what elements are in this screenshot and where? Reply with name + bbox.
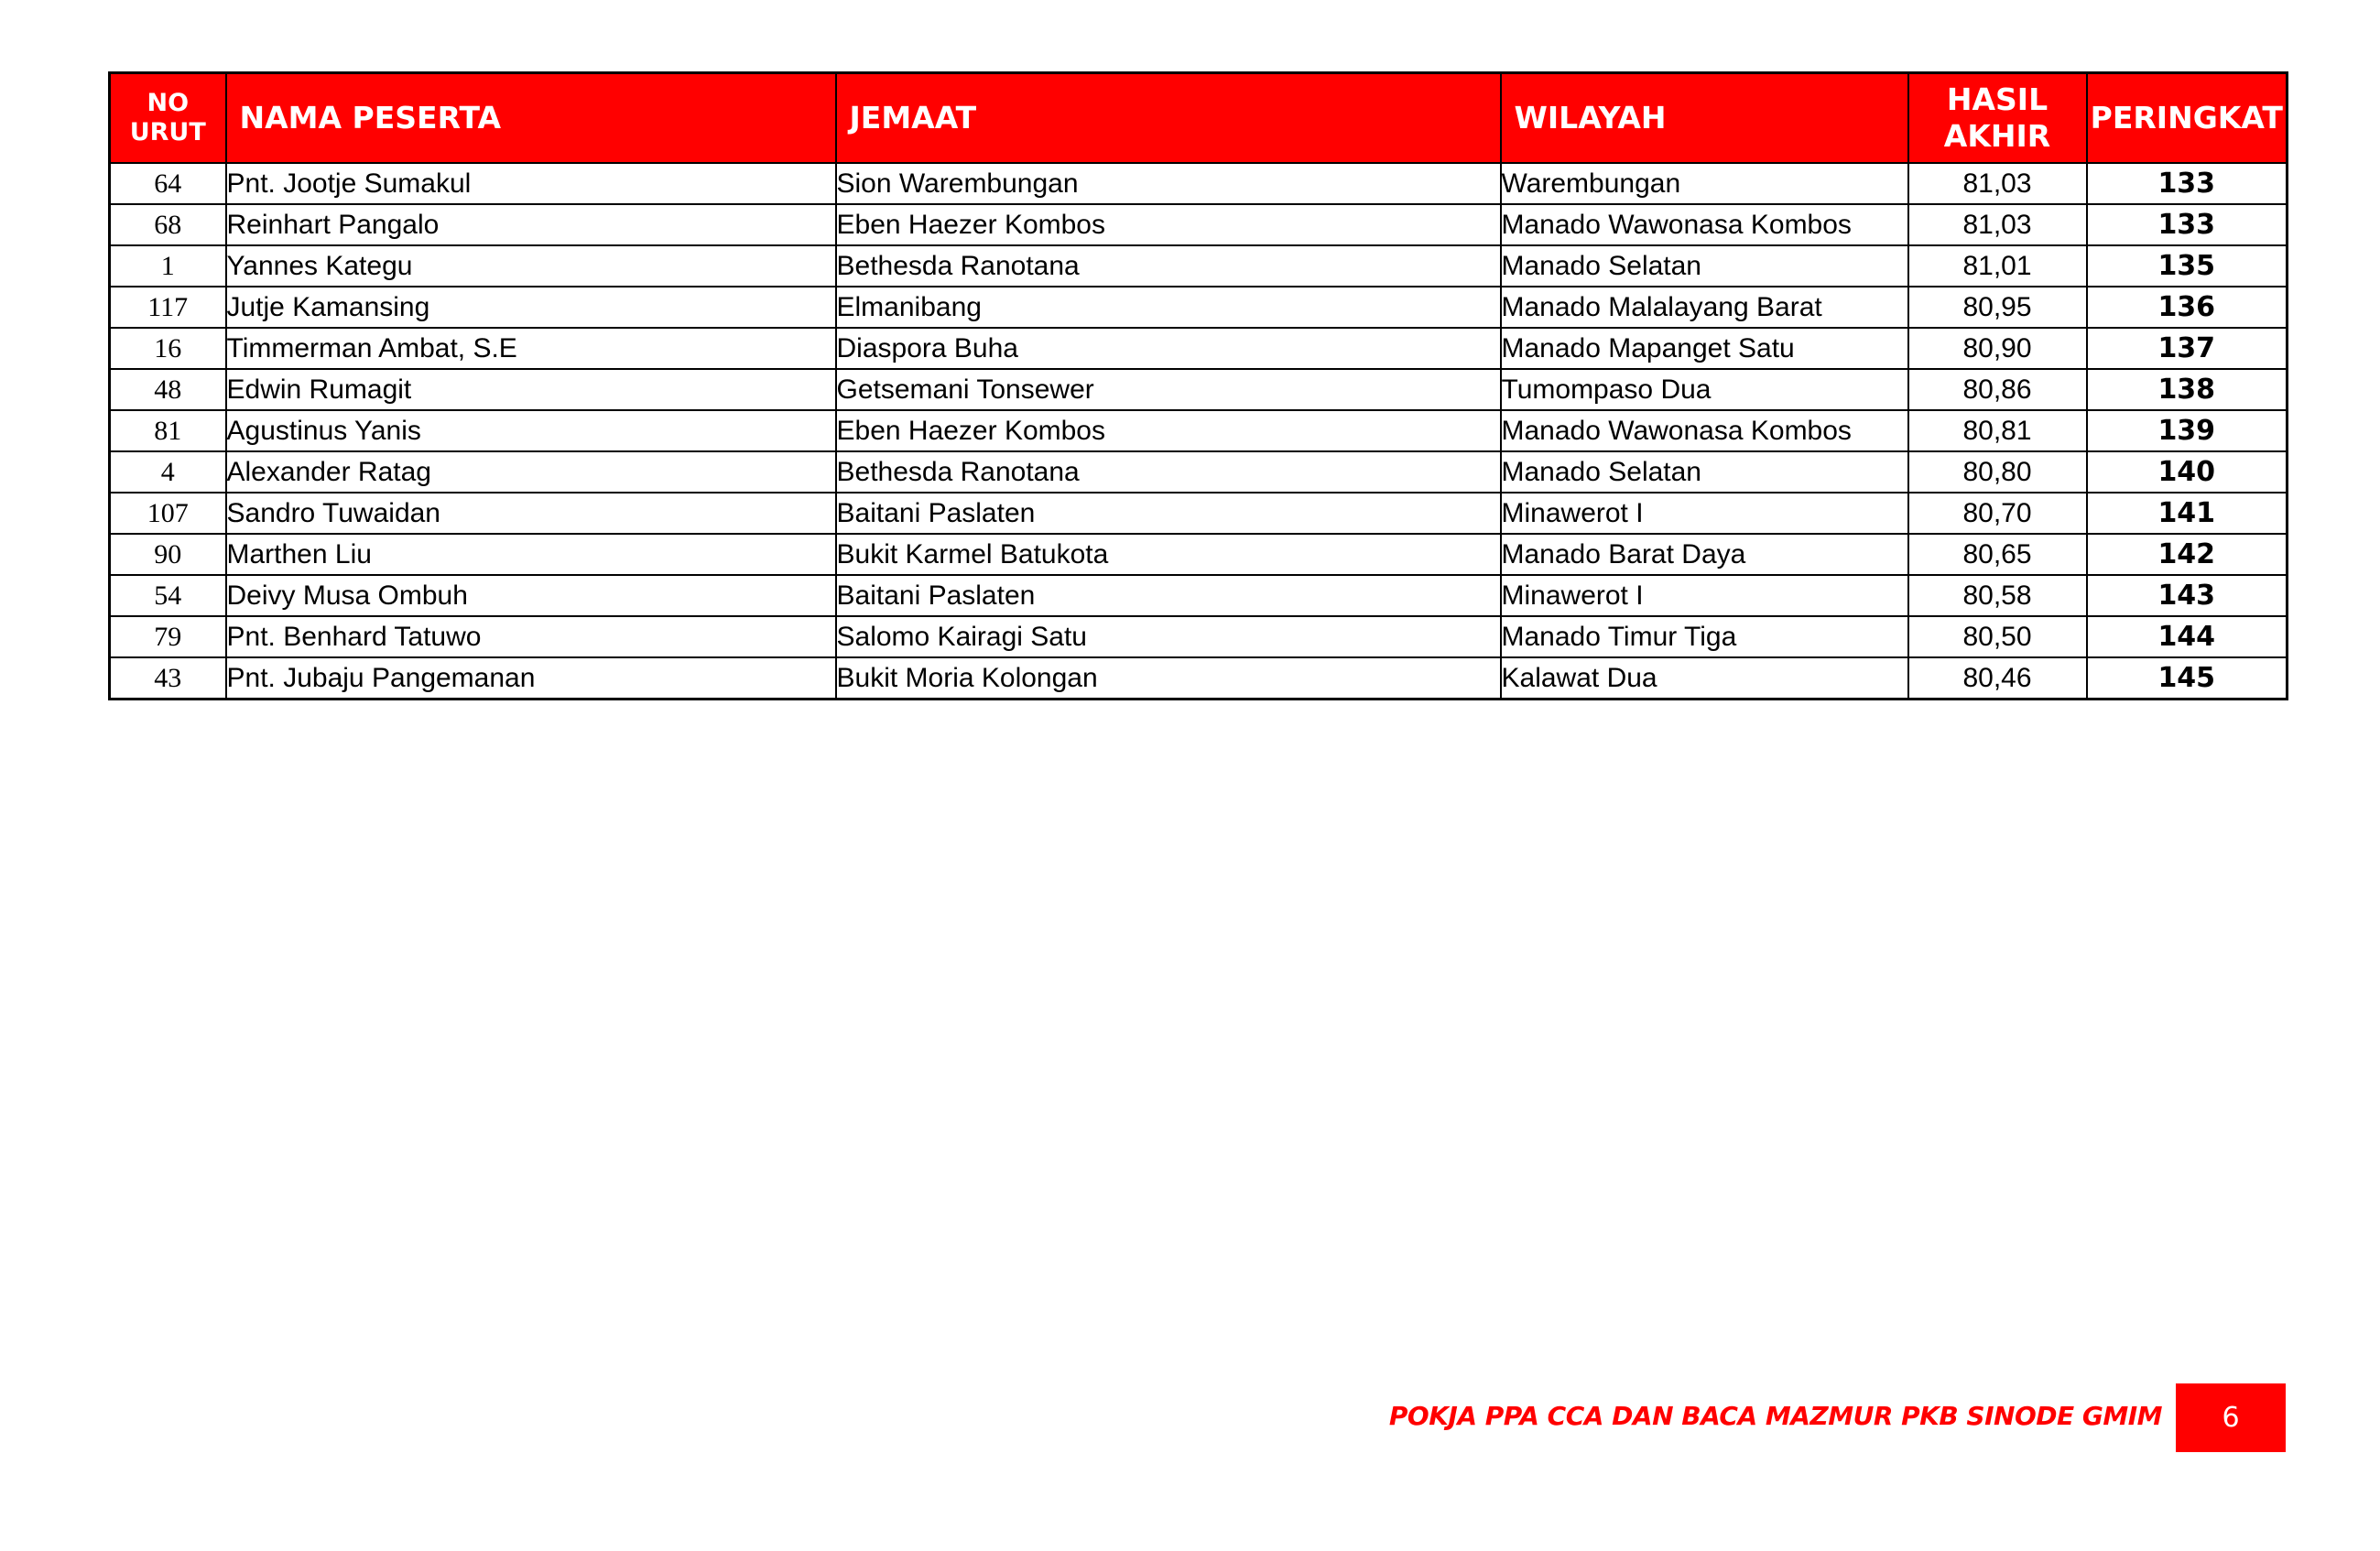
table-row (110, 287, 2288, 328)
cell-hasil-akhir: 80,46 (1908, 657, 2087, 700)
cell-nama-peserta: Pnt. Jubaju Pangemanan (226, 657, 836, 700)
cell-peringkat: 139 (2087, 410, 2288, 451)
cell-peringkat: 137 (2087, 328, 2288, 369)
cell-wilayah: Manado Malalayang Barat (1501, 287, 1908, 328)
cell-hasil-akhir: 80,70 (1908, 493, 2087, 534)
results-table (108, 71, 2288, 700)
cell-wilayah: Kalawat Dua (1501, 657, 1908, 700)
cell-peringkat: 141 (2087, 493, 2288, 534)
cell-hasil-akhir: 80,80 (1908, 451, 2087, 493)
cell-hasil-akhir: 80,95 (1908, 287, 2087, 328)
page-number: 6 (2222, 1402, 2240, 1434)
cell-nama-peserta: Reinhart Pangalo (226, 204, 836, 245)
table-row (110, 575, 2288, 616)
table-row (110, 451, 2288, 493)
cell-wilayah: Manado Wawonasa Kombos (1501, 410, 1908, 451)
cell-wilayah: Tumompaso Dua (1501, 369, 1908, 410)
cell-wilayah: Manado Selatan (1501, 245, 1908, 287)
cell-hasil-akhir: 80,86 (1908, 369, 2087, 410)
page-number-box (2176, 1383, 2286, 1452)
cell-hasil-akhir: 81,01 (1908, 245, 2087, 287)
header-hasil-akhir: HASIL AKHIR (1908, 73, 2087, 164)
cell-jemaat: Baitani Paslaten (836, 575, 1501, 616)
cell-nama-peserta: Alexander Ratag (226, 451, 836, 493)
cell-wilayah: Manado Mapanget Satu (1501, 328, 1908, 369)
cell-jemaat: Eben Haezer Kombos (836, 410, 1501, 451)
header-jemaat: JEMAAT (836, 73, 1501, 164)
cell-wilayah: Manado Barat Daya (1501, 534, 1908, 575)
results-table-container (108, 71, 2286, 700)
header-wilayah: WILAYAH (1501, 73, 1908, 164)
cell-hasil-akhir: 80,65 (1908, 534, 2087, 575)
cell-nama-peserta: Sandro Tuwaidan (226, 493, 836, 534)
cell-no-urut: 64 (110, 163, 226, 204)
cell-jemaat: Sion Warembungan (836, 163, 1501, 204)
cell-no-urut: 4 (110, 451, 226, 493)
header-nama-peserta: NAMA PESERTA (226, 73, 836, 164)
cell-peringkat: 133 (2087, 204, 2288, 245)
cell-peringkat: 135 (2087, 245, 2288, 287)
cell-peringkat: 140 (2087, 451, 2288, 493)
table-header-row (110, 73, 2288, 164)
cell-wilayah: Minawerot I (1501, 493, 1908, 534)
cell-wilayah: Minawerot I (1501, 575, 1908, 616)
cell-peringkat: 138 (2087, 369, 2288, 410)
table-row (110, 534, 2288, 575)
cell-jemaat: Bethesda Ranotana (836, 451, 1501, 493)
cell-nama-peserta: Agustinus Yanis (226, 410, 836, 451)
cell-nama-peserta: Deivy Musa Ombuh (226, 575, 836, 616)
cell-no-urut: 54 (110, 575, 226, 616)
cell-jemaat: Diaspora Buha (836, 328, 1501, 369)
table-row (110, 369, 2288, 410)
cell-no-urut: 81 (110, 410, 226, 451)
cell-no-urut: 1 (110, 245, 226, 287)
cell-hasil-akhir: 80,58 (1908, 575, 2087, 616)
cell-jemaat: Eben Haezer Kombos (836, 204, 1501, 245)
cell-jemaat: Getsemani Tonsewer (836, 369, 1501, 410)
cell-hasil-akhir: 80,81 (1908, 410, 2087, 451)
cell-wilayah: Manado Wawonasa Kombos (1501, 204, 1908, 245)
cell-no-urut: 90 (110, 534, 226, 575)
cell-wilayah: Warembungan (1501, 163, 1908, 204)
table-row (110, 163, 2288, 204)
cell-nama-peserta: Timmerman Ambat, S.E (226, 328, 836, 369)
cell-nama-peserta: Marthen Liu (226, 534, 836, 575)
cell-no-urut: 43 (110, 657, 226, 700)
table-row (110, 245, 2288, 287)
cell-peringkat: 145 (2087, 657, 2288, 700)
cell-no-urut: 48 (110, 369, 226, 410)
cell-jemaat: Bukit Karmel Batukota (836, 534, 1501, 575)
cell-nama-peserta: Pnt. Benhard Tatuwo (226, 616, 836, 657)
cell-peringkat: 143 (2087, 575, 2288, 616)
cell-hasil-akhir: 80,50 (1908, 616, 2087, 657)
cell-nama-peserta: Yannes Kategu (226, 245, 836, 287)
cell-jemaat: Baitani Paslaten (836, 493, 1501, 534)
cell-wilayah: Manado Timur Tiga (1501, 616, 1908, 657)
table-row (110, 493, 2288, 534)
table-row (110, 657, 2288, 700)
cell-peringkat: 142 (2087, 534, 2288, 575)
cell-peringkat: 144 (2087, 616, 2288, 657)
cell-peringkat: 136 (2087, 287, 2288, 328)
cell-wilayah: Manado Selatan (1501, 451, 1908, 493)
cell-nama-peserta: Jutje Kamansing (226, 287, 836, 328)
cell-jemaat: Salomo Kairagi Satu (836, 616, 1501, 657)
table-row (110, 616, 2288, 657)
cell-nama-peserta: Pnt. Jootje Sumakul (226, 163, 836, 204)
cell-jemaat: Bethesda Ranotana (836, 245, 1501, 287)
table-row (110, 204, 2288, 245)
cell-jemaat: Bukit Moria Kolongan (836, 657, 1501, 700)
cell-hasil-akhir: 81,03 (1908, 204, 2087, 245)
cell-hasil-akhir: 81,03 (1908, 163, 2087, 204)
header-peringkat: PERINGKAT (2087, 73, 2288, 164)
header-no-urut: NO URUT (110, 73, 226, 164)
cell-nama-peserta: Edwin Rumagit (226, 369, 836, 410)
footer-title: POKJA PPA CCA DAN BACA MAZMUR PKB SINODE GMIM (1388, 1401, 2162, 1431)
table-row (110, 328, 2288, 369)
cell-no-urut: 117 (110, 287, 226, 328)
cell-no-urut: 107 (110, 493, 226, 534)
cell-no-urut: 16 (110, 328, 226, 369)
cell-jemaat: Elmanibang (836, 287, 1501, 328)
cell-no-urut: 79 (110, 616, 226, 657)
table-row (110, 410, 2288, 451)
cell-hasil-akhir: 80,90 (1908, 328, 2087, 369)
cell-peringkat: 133 (2087, 163, 2288, 204)
cell-no-urut: 68 (110, 204, 226, 245)
table-body (110, 163, 2288, 700)
